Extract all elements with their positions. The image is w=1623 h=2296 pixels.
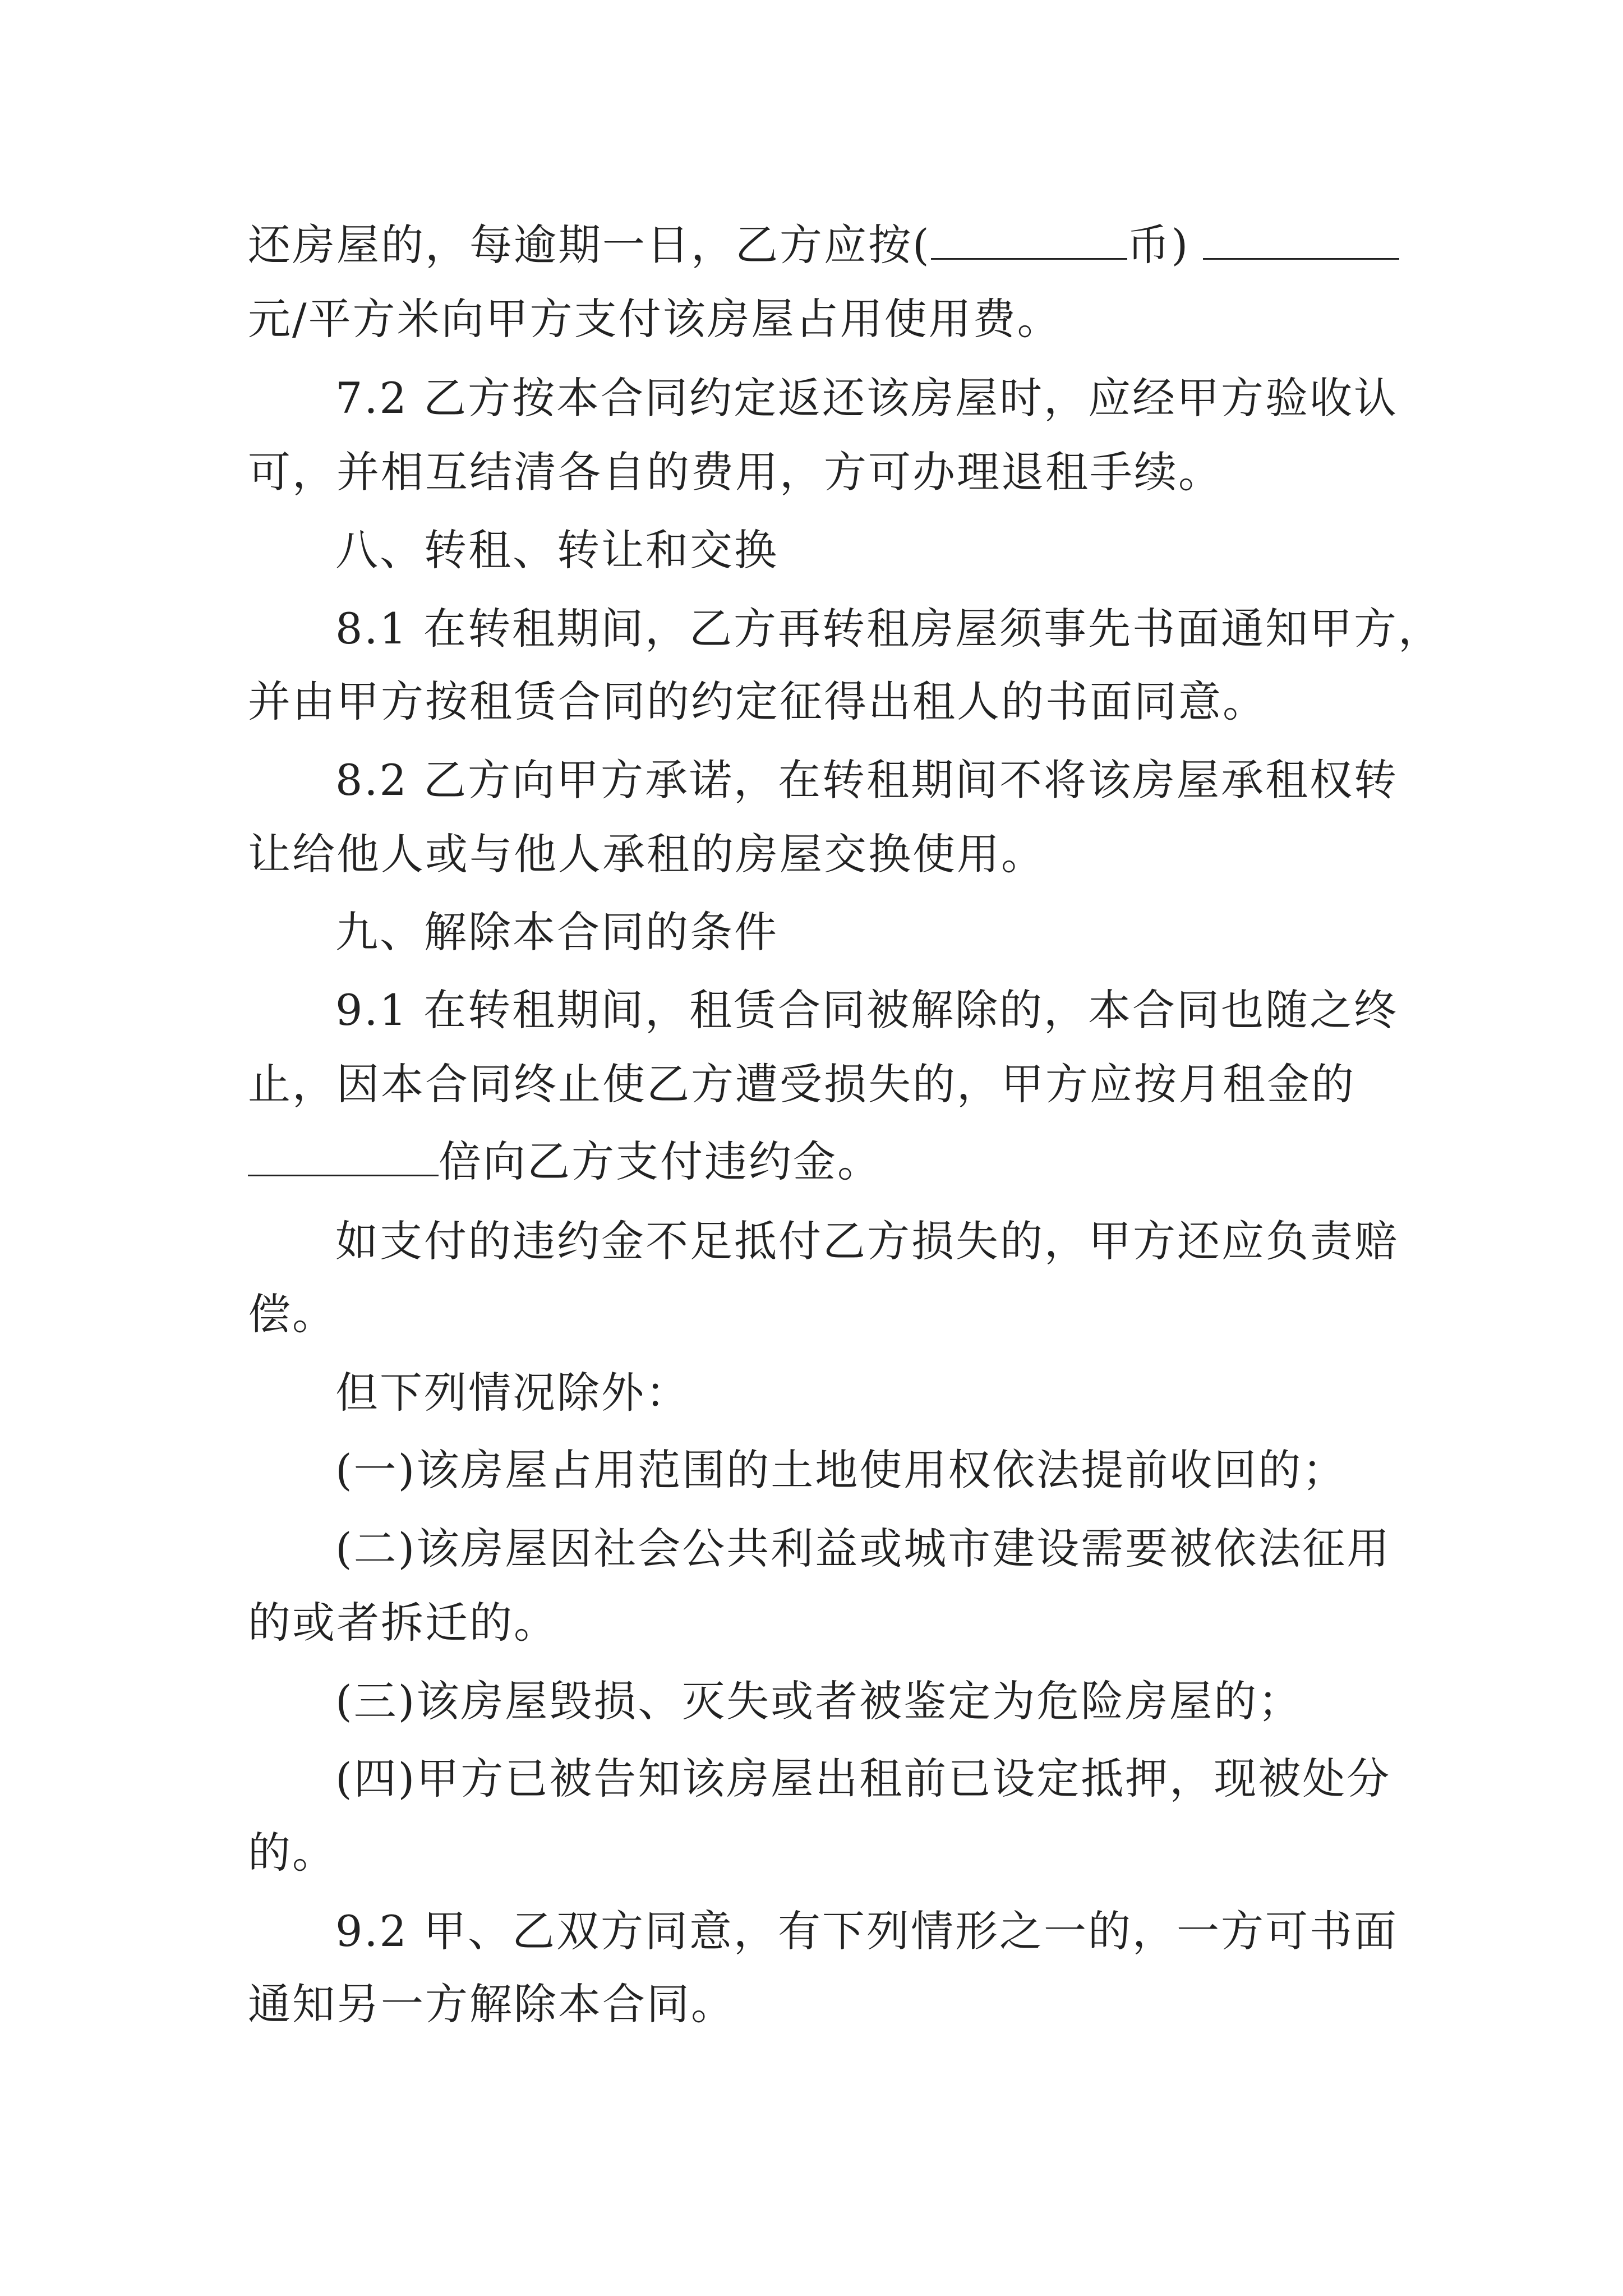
paragraph-line: 偿。 (248, 1289, 336, 1339)
paragraph-line: 让给他人或与他人承租的房屋交换使用。 (248, 829, 1045, 879)
blank-currency (931, 223, 1127, 260)
list-item-1: (一)该房屋占用范围的土地使用权依法提前收回的； (335, 1445, 1347, 1495)
clause-8-1-line: 8.1 在转租期间，乙方再转租房屋须事先书面通知甲方， (335, 604, 1443, 654)
paragraph-line (248, 220, 1399, 270)
paragraph-line: 并由甲方按租赁合同的约定征得出租人的书面同意。 (248, 677, 1267, 726)
paragraph-line: 的。 (248, 1828, 336, 1878)
text-run: 倍向乙方支付违约金。 (439, 1137, 882, 1186)
paragraph-line: 元/平方米向甲方支付该房屋占用使用费。 (248, 294, 1062, 344)
paragraph-line: 但下列情况除外： (335, 1368, 690, 1418)
list-item-2: (二)该房屋因社会公共利益或城市建设需要被依法征用 (335, 1524, 1391, 1573)
blank-multiplier (248, 1140, 439, 1176)
paragraph-line: 如支付的违约金不足抵付乙方损失的，甲方还应负责赔 (335, 1216, 1399, 1266)
list-item-3: (三)该房屋毁损、灭失或者被鉴定为危险房屋的； (335, 1676, 1303, 1726)
paragraph-line: 止，因本合同终止使乙方遭受损失的，甲方应按月租金的 (248, 1059, 1355, 1109)
paragraph-line: 通知另一方解除本合同。 (248, 1979, 735, 2029)
clause-9-2-line: 9.2 甲、乙双方同意，有下列情形之一的，一方可书面 (335, 1906, 1399, 1956)
paragraph-line (248, 1137, 882, 1187)
paragraph-line: 可，并相互结清各自的费用，方可办理退租手续。 (248, 447, 1223, 497)
blank-amount (1203, 223, 1399, 260)
section-heading-9: 九、解除本合同的条件 (335, 907, 778, 957)
clause-9-1-line: 9.1 在转租期间，租赁合同被解除的，本合同也随之终 (335, 985, 1399, 1035)
paragraph-line: 的或者拆迁的。 (248, 1598, 558, 1648)
clause-8-2-line: 8.2 乙方向甲方承诺，在转租期间不将该房屋承租权转 (335, 755, 1399, 805)
clause-7-2-line: 7.2 乙方按本合同约定返还该房屋时，应经甲方验收认 (335, 373, 1399, 423)
list-item-4: (四)甲方已被告知该房屋出租前已设定抵押，现被处分 (335, 1754, 1391, 1803)
section-heading-8: 八、转租、转让和交换 (335, 525, 778, 575)
text-run: 币) (1127, 220, 1190, 270)
text-run: 还房屋的，每逾期一日，乙方应按( (248, 220, 931, 270)
